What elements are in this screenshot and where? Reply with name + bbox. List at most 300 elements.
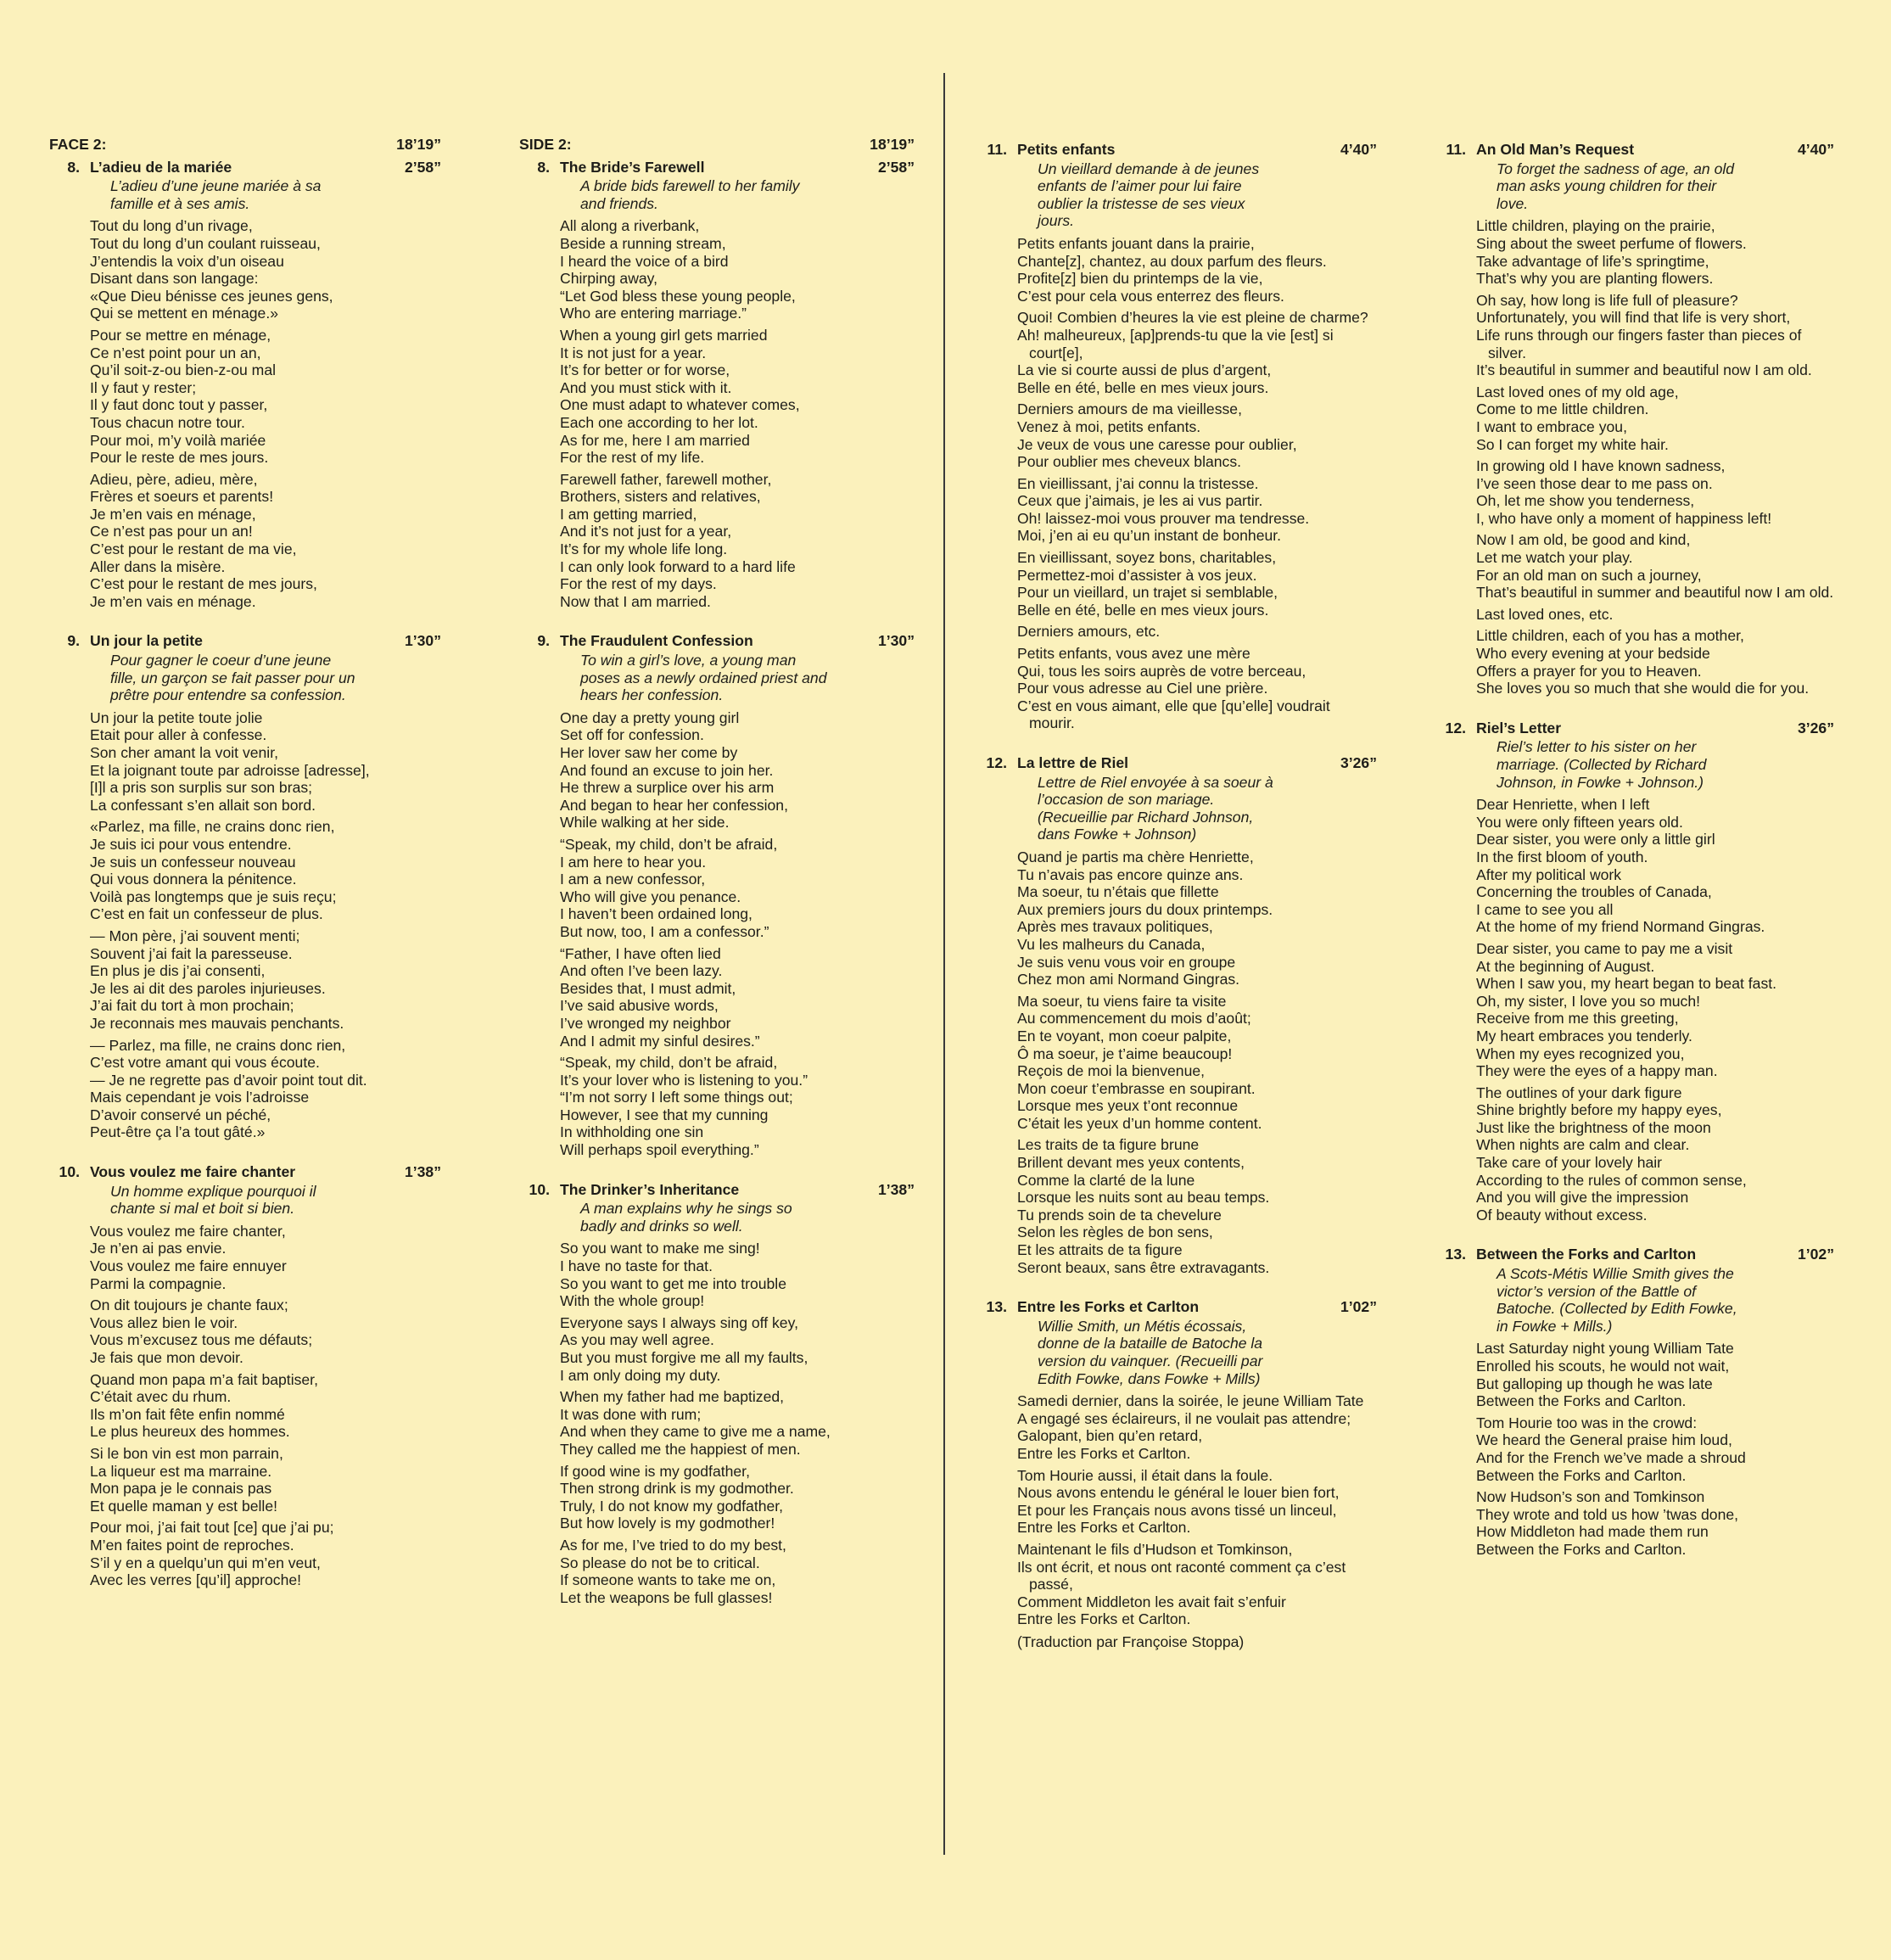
lyric-line: Farewell father, farewell mother, — [560, 470, 772, 488]
lyric-line: Frères et soeurs et parents! — [90, 488, 274, 506]
song-description — [1038, 1318, 1377, 1387]
lyric-line: I am getting married, — [560, 505, 697, 523]
song-description — [580, 652, 915, 704]
side-total-time: 18’19” — [396, 136, 441, 153]
description-line: and friends. — [580, 194, 658, 212]
description-line: Johnson, in Fowke + Johnson.) — [1497, 773, 1704, 791]
song-lyrics — [560, 1240, 915, 1606]
lyric-line: Entre les Forks et Carlton. — [1017, 1519, 1191, 1537]
lyric-line: Reçois de moi la bienvenue, — [1017, 1062, 1206, 1080]
lyric-line: “Father, I have often lied — [560, 944, 721, 962]
lyric-stanza — [560, 836, 915, 941]
lyric-stanza — [1017, 1541, 1377, 1628]
description-line: chante si mal et boit si bien. — [110, 1200, 295, 1218]
lyric-line: But now, too, I am a confessor.” — [560, 922, 769, 940]
description-line: love. — [1497, 194, 1529, 212]
track-number: 8. — [537, 158, 550, 176]
description-line: prêtre pour entendre sa confession. — [110, 686, 346, 704]
lyric-line: Between the Forks and Carlton. — [1476, 1392, 1687, 1410]
lyric-line: C’est en vous aimant, elle que [qu’elle] voudrait mourir. — [1017, 697, 1330, 732]
lyric-line: Lorsque mes yeux t’ont reconnue — [1017, 1097, 1239, 1115]
lyric-line: One must adapt to whatever comes, — [560, 396, 800, 414]
lyric-line: Now that I am married. — [560, 592, 711, 610]
song-lyrics — [1017, 235, 1377, 732]
lyric-stanza — [560, 1314, 915, 1384]
side-label: FACE 2: — [49, 136, 107, 153]
lyric-line: Dear sister, you came to pay me a visit — [1476, 939, 1733, 957]
lyric-line: And when they came to give me a name, — [560, 1423, 831, 1441]
lyric-stanza — [90, 1223, 441, 1292]
lyric-line: Of beauty without excess. — [1476, 1206, 1648, 1224]
song-entry — [49, 1163, 441, 1589]
lyric-line: Pour oublier mes cheveux blancs. — [1017, 453, 1242, 471]
lyric-line: Now Hudson’s son and Tomkinson — [1476, 1488, 1705, 1506]
lyric-line: Dear Henriette, when I left — [1476, 796, 1650, 814]
lyric-line: Just like the brightness of the moon — [1476, 1118, 1711, 1136]
lyric-line: Then strong drink is my godmother. — [560, 1480, 794, 1498]
lyric-line: Tous chacun notre tour. — [90, 413, 245, 431]
lyric-line: How Middleton had made them run — [1476, 1523, 1709, 1541]
lyric-line: I have no taste for that. — [560, 1257, 713, 1275]
lyric-line: Beside a running stream, — [560, 234, 726, 252]
lyric-line: And often I’ve been lazy. — [560, 962, 723, 980]
lyric-stanza — [1476, 531, 1834, 601]
track-number: 13. — [1445, 1246, 1466, 1263]
lyric-stanza — [560, 1537, 915, 1606]
lyric-line: C’était avec du rhum. — [90, 1388, 232, 1406]
track-number: 9. — [67, 632, 80, 650]
lyric-stanza — [560, 327, 915, 467]
lyric-line: Avec les verres [qu’il] approche! — [90, 1571, 302, 1589]
lyric-line: Let the weapons be full glasses! — [560, 1588, 773, 1606]
lyric-line: Je reconnais mes mauvais penchants. — [90, 1014, 344, 1032]
lyric-line: Parmi la compagnie. — [90, 1274, 227, 1292]
lyric-line: Il y faut y rester; — [90, 378, 197, 396]
track-number: 9. — [537, 632, 550, 650]
song-duration: 1’02” — [1797, 1246, 1834, 1263]
lyric-line: En vieillissant, soyez bons, charitables, — [1017, 549, 1277, 567]
song-heading — [49, 632, 441, 650]
lyric-line: As for me, I’ve tried to do my best, — [560, 1536, 786, 1554]
lyric-line: Je les ai dit des paroles injurieuses. — [90, 979, 326, 997]
lyric-line: Ils m’on fait fête enfin nommé — [90, 1405, 285, 1423]
song-entry — [519, 1181, 915, 1607]
lyric-line: Shine brightly before my happy eyes, — [1476, 1101, 1722, 1119]
lyric-line: Now I am old, be good and kind, — [1476, 531, 1691, 549]
lyric-line: Après mes travaux politiques, — [1017, 918, 1213, 936]
lyric-line: Qui, tous les soirs auprès de votre berceau, — [1017, 662, 1306, 680]
lyric-line: Her lover saw her come by — [560, 744, 738, 761]
song-duration: 1’30” — [404, 632, 441, 650]
description-line: jours. — [1038, 212, 1075, 230]
description-line: enfants de l’aimer pour lui faire — [1038, 177, 1242, 195]
lyric-line: We heard the General praise him loud, — [1476, 1431, 1732, 1449]
description-line: Riel’s letter to his sister on her — [1497, 738, 1697, 756]
song-heading — [519, 159, 915, 176]
song-title: L’adieu de la mariée — [90, 158, 232, 176]
lyric-line: The outlines of your dark figure — [1476, 1084, 1682, 1101]
lyric-line: Mon papa je le connais pas — [90, 1480, 272, 1498]
lyric-stanza — [560, 1054, 915, 1159]
lyric-line: She loves you so much that she would die for you. — [1476, 680, 1810, 697]
lyric-line: Nous avons entendu le général le louer bien fort, — [1017, 1484, 1340, 1502]
lyric-line: Entre les Forks et Carlton. — [1017, 1444, 1191, 1462]
lyric-stanza — [1017, 848, 1377, 988]
description-line: L’adieu d’une jeune mariée à sa — [110, 177, 322, 195]
lyric-line: And began to hear her confession, — [560, 796, 788, 814]
lyric-line: Pour moi, m’y voilà mariée — [90, 431, 266, 449]
lyric-line: La vie si courte aussi de plus d’argent, — [1017, 361, 1272, 379]
track-number: 10. — [59, 1163, 80, 1181]
description-line: man asks young children for their — [1497, 177, 1717, 195]
lyric-stanza — [90, 1445, 441, 1515]
lyric-stanza — [1476, 1414, 1834, 1484]
lyric-stanza — [560, 1388, 915, 1458]
lyric-line: Le plus heureux des hommes. — [90, 1423, 290, 1441]
lyric-line: Come to me little children. — [1476, 400, 1649, 418]
lyric-line: However, I see that my cunning — [560, 1106, 769, 1123]
lyric-line: Les traits de ta figure brune — [1017, 1136, 1200, 1154]
song-lyrics — [1017, 848, 1377, 1276]
lyric-line: Oh! laissez-moi vous prouver ma tendresse. — [1017, 509, 1310, 527]
lyric-stanza — [1476, 292, 1834, 379]
description-line: Edith Fowke, dans Fowke + Mills) — [1038, 1369, 1261, 1387]
song-duration: 3’26” — [1340, 754, 1377, 771]
song-description — [1038, 774, 1377, 843]
lyric-line: Last loved ones, etc. — [1476, 605, 1614, 623]
lyric-stanza — [1476, 940, 1834, 1080]
lyric-line: One day a pretty young girl — [560, 708, 740, 726]
lyric-line: Tout du long d’un rivage, — [90, 217, 253, 235]
lyric-line: “Speak, my child, don’t be afraid, — [560, 835, 778, 853]
description-line: A man explains why he sings so — [580, 1200, 792, 1218]
song-heading — [519, 632, 915, 650]
lyric-line: But you must forgive me all my faults, — [560, 1349, 808, 1366]
lyric-line: Je m’en vais en ménage. — [90, 592, 256, 610]
song-duration: 1’02” — [1340, 1298, 1377, 1316]
lyric-line: S’il y en a quelqu’un qui m’en veut, — [90, 1554, 321, 1571]
song-lyrics — [1476, 217, 1834, 697]
lyric-line: Who are entering marriage.” — [560, 305, 747, 322]
lyric-line: La confessant s’en allait son bord. — [90, 796, 316, 814]
lyric-line: Receive from me this greeting, — [1476, 1010, 1679, 1028]
lyric-line: Chante[z], chantez, au doux parfum des fleurs. — [1017, 252, 1327, 270]
lyric-line: Little children, each of you has a mother, — [1476, 627, 1744, 645]
lyric-stanza — [90, 818, 441, 923]
lyric-line: I’ve said abusive words, — [560, 997, 719, 1015]
lyric-line: Ce n’est point pour un an, — [90, 344, 261, 361]
lyric-line: D’avoir conservé un péché, — [90, 1106, 271, 1123]
song-heading — [976, 1298, 1377, 1316]
lyric-line: Chirping away, — [560, 270, 658, 288]
column-english-side2 — [519, 136, 915, 1610]
lyric-line: Pour se mettre en ménage, — [90, 326, 271, 344]
lyric-stanza — [1017, 623, 1377, 641]
track-number: 12. — [1445, 719, 1466, 736]
lyric-line: Ceux que j’aimais, je les ai vus partir. — [1017, 492, 1263, 510]
lyric-line: «Que Dieu bénisse ces jeunes gens, — [90, 287, 333, 305]
lyric-stanza — [560, 217, 915, 322]
lyric-line: It’s for better or for worse, — [560, 361, 730, 379]
song-lyrics — [1017, 1392, 1377, 1628]
lyric-line: C’est pour cela vous enterrez des fleurs. — [1017, 287, 1284, 305]
lyric-line: Peut-être ça l’a tout gâté.» — [90, 1123, 266, 1141]
song-entry — [49, 632, 441, 1141]
lyric-line: Je m’en vais en ménage, — [90, 505, 256, 523]
lyric-line: “Speak, my child, don’t be afraid, — [560, 1054, 778, 1072]
lyric-line: En te voyant, mon coeur palpite, — [1017, 1027, 1232, 1044]
lyric-stanza — [1017, 235, 1377, 305]
lyric-stanza — [90, 709, 441, 815]
lyric-line: Si le bon vin est mon parrain, — [90, 1444, 283, 1462]
lyric-line: And you will give the impression — [1476, 1189, 1689, 1207]
lyric-line: Je suis un confesseur nouveau — [90, 853, 296, 871]
description-line: dans Fowke + Johnson) — [1038, 826, 1197, 843]
lyric-line: I am here to hear you. — [560, 853, 707, 871]
lyric-line: Quand je partis ma chère Henriette, — [1017, 848, 1254, 865]
song-entry — [1435, 720, 1834, 1224]
lyric-line: Et la joignant toute par adroisse [adresse], — [90, 761, 370, 779]
song-lyrics — [90, 709, 441, 1141]
track-number: 11. — [987, 141, 1007, 158]
description-line: hears her confession. — [580, 686, 724, 704]
lyric-line: Lorsque les nuits sont au beau temps. — [1017, 1189, 1270, 1207]
lyric-line: Disant dans son langage: — [90, 270, 259, 288]
lyric-stanza — [1017, 549, 1377, 619]
side-header — [49, 136, 441, 154]
lyric-line: But how lovely is my godmother! — [560, 1515, 775, 1532]
lyric-line: In growing old I have known sadness, — [1476, 457, 1726, 475]
lyric-stanza — [90, 1037, 441, 1142]
description-line: in Fowke + Mills.) — [1497, 1317, 1613, 1335]
song-description — [1038, 160, 1377, 230]
lyric-line: I’ve wronged my neighbor — [560, 1014, 731, 1032]
description-line: donne de la bataille de Batoche la — [1038, 1335, 1263, 1352]
song-entry — [1435, 141, 1834, 697]
side-header — [519, 136, 915, 154]
song-duration: 2’58” — [404, 158, 441, 176]
lyric-line: If good wine is my godfather, — [560, 1462, 750, 1480]
lyric-line: So you want to make me sing! — [560, 1240, 760, 1257]
lyric-line: Samedi dernier, dans la soirée, le jeune William Tate — [1017, 1392, 1364, 1410]
lyric-line: C’est en fait un confesseur de plus. — [90, 905, 323, 923]
song-duration: 1’30” — [877, 632, 915, 650]
lyric-line: Tu prends soin de ta chevelure — [1017, 1206, 1222, 1224]
song-heading — [49, 159, 441, 176]
lyric-line: I haven’t been ordained long, — [560, 905, 752, 923]
description-line: famille et à ses amis. — [110, 194, 250, 212]
lyric-line: When I saw you, my heart began to beat fast. — [1476, 975, 1777, 993]
lyric-line: — Mon père, j’ai souvent menti; — [90, 927, 300, 944]
lyric-line: En vieillissant, j’ai connu la tristesse. — [1017, 474, 1259, 492]
lyric-stanza — [560, 945, 915, 1050]
lyric-line: In the first bloom of youth. — [1476, 848, 1648, 865]
lyric-line: That’s beautiful in summer and beautiful now I am old. — [1476, 584, 1834, 602]
lyric-line: Each one according to her lot. — [560, 413, 758, 431]
description-line: poses as a newly ordained priest and — [580, 669, 827, 686]
lyric-line: Adieu, père, adieu, mère, — [90, 470, 258, 488]
lyric-line: After my political work — [1476, 865, 1622, 883]
lyric-stanza — [1476, 384, 1834, 453]
lyric-line: J’ai fait du tort à mon prochain; — [90, 997, 294, 1015]
lyric-line: Tom Hourie too was in the crowd: — [1476, 1414, 1698, 1431]
lyric-line: When my father had me baptized, — [560, 1388, 785, 1406]
song-lyrics — [90, 217, 441, 610]
column-french-continued — [976, 136, 1377, 1651]
song-description — [580, 177, 915, 212]
lyric-line: Seront beaux, sans être extravagants. — [1017, 1258, 1270, 1276]
lyric-line: It’s your lover who is listening to you.” — [560, 1071, 808, 1089]
song-heading — [976, 754, 1377, 772]
lyric-line: La liqueur est ma marraine. — [90, 1462, 272, 1480]
song-duration: 4’40” — [1797, 141, 1834, 158]
song-title: Riel’s Letter — [1476, 719, 1562, 736]
song-duration: 1’38” — [877, 1180, 915, 1198]
lyric-line: They wrote and told us how ’twas done, — [1476, 1505, 1739, 1523]
lyric-line: Ô ma soeur, je t’aime beaucoup! — [1017, 1044, 1233, 1062]
song-title: La lettre de Riel — [1017, 754, 1129, 771]
lyric-line: «Parlez, ma fille, ne crains donc rien, — [90, 818, 335, 836]
lyric-line: It’s for my whole life long. — [560, 540, 728, 558]
lyric-line: They were the eyes of a happy man. — [1476, 1062, 1718, 1080]
lyric-stanza — [1476, 217, 1834, 287]
lyric-line: Petits enfants, vous avez une mère — [1017, 645, 1250, 663]
lyric-line: I heard the voice of a bird — [560, 252, 729, 270]
song-entry — [976, 1298, 1377, 1628]
lyric-line: With the whole group! — [560, 1292, 705, 1310]
lyric-line: “I’m not sorry I left some things out; — [560, 1089, 793, 1106]
lyric-line: Voilà pas longtemps que je suis reçu; — [90, 888, 337, 905]
lyric-stanza — [560, 1240, 915, 1309]
song-title: The Drinker’s Inheritance — [560, 1180, 740, 1198]
song-duration: 4’40” — [1340, 141, 1377, 158]
lyric-line: Au commencement du mois d’août; — [1017, 1010, 1251, 1028]
song-duration: 1’38” — [404, 1163, 441, 1181]
song-lyrics — [1476, 1340, 1834, 1558]
lyric-line: Concerning the troubles of Canada, — [1476, 883, 1712, 901]
lyric-stanza — [1017, 1136, 1377, 1276]
lyric-line: Unfortunately, you will find that life is very short, — [1476, 309, 1791, 327]
lyric-line: Oh say, how long is life full of pleasure? — [1476, 291, 1738, 309]
center-divider-line — [943, 73, 945, 1855]
lyric-line: At the beginning of August. — [1476, 957, 1655, 975]
lyric-line: Comment Middleton les avait fait s’enfuir — [1017, 1593, 1286, 1610]
description-line: To forget the sadness of age, an old — [1497, 160, 1735, 177]
lyric-line: Ah! malheureux, [ap]prends-tu que la vie [est] si court[e], — [1017, 326, 1334, 361]
lyric-line: Venez à moi, petits enfants. — [1017, 417, 1201, 435]
lyric-line: Derniers amours de ma vieillesse, — [1017, 400, 1242, 418]
lyric-stanza — [1476, 1488, 1834, 1558]
description-line: To win a girl’s love, a young man — [580, 652, 797, 669]
lyric-line: Profite[z] bien du printemps de la vie, — [1017, 270, 1263, 288]
column-english-continued — [1435, 136, 1834, 1563]
description-line: Batoche. (Collected by Edith Fowke, — [1497, 1300, 1737, 1318]
column-french-side2 — [49, 136, 441, 1593]
lyric-line: Pour le reste de mes jours. — [90, 449, 269, 467]
lyric-line: Aux premiers jours du doux printemps. — [1017, 900, 1273, 918]
lyric-stanza — [90, 327, 441, 467]
lyric-line: Everyone says I always sing off key, — [560, 1313, 798, 1331]
lyric-line: For an old man on such a journey, — [1476, 566, 1702, 584]
lyric-stanza — [1476, 606, 1834, 624]
lyric-line: So please do not be to critical. — [560, 1554, 760, 1571]
song-entry — [519, 632, 915, 1158]
lyric-line: But galloping up though he was late — [1476, 1375, 1713, 1392]
lyric-line: Ils ont écrit, et nous ont raconté comment ça c’est passé, — [1017, 1558, 1346, 1593]
lyric-stanza — [1017, 475, 1377, 545]
lyric-line: Tu n’avais pas encore quinze ans. — [1017, 865, 1244, 883]
lyric-stanza — [90, 1371, 441, 1441]
lyric-line: Qu’il soit-z-ou bien-z-ou mal — [90, 361, 277, 379]
song-description — [110, 652, 441, 704]
song-heading — [519, 1181, 915, 1199]
lyric-line: Ce n’est pas pour un an! — [90, 523, 253, 540]
lyric-line: Aller dans la misère. — [90, 557, 226, 575]
lyric-stanza — [90, 471, 441, 611]
lyric-line: Mon coeur t’embrasse en soupirant. — [1017, 1079, 1256, 1097]
lyric-line: I can only look forward to a hard life — [560, 557, 796, 575]
lyric-line: Moi, j’en ai eu qu’un instant de bonheur. — [1017, 527, 1282, 545]
lyric-stanza — [1017, 400, 1377, 470]
song-lyrics — [90, 1223, 441, 1589]
song-heading — [49, 1163, 441, 1181]
lyric-line: Besides that, I must admit, — [560, 979, 736, 997]
side-total-time: 18’19” — [870, 136, 915, 153]
song-entry — [976, 141, 1377, 732]
song-entry — [519, 159, 915, 611]
description-line: (Recueillie par Richard Johnson, — [1038, 808, 1254, 826]
song-lyrics — [560, 709, 915, 1159]
lyric-line: Who will give you penance. — [560, 888, 741, 905]
lyric-line: Belle en été, belle en mes vieux jours. — [1017, 601, 1269, 619]
lyric-stanza — [560, 1463, 915, 1532]
song-heading — [1435, 141, 1834, 159]
lyric-line: Quand mon papa m’a fait baptiser, — [90, 1370, 318, 1388]
lyric-line: Truly, I do not know my godfather, — [560, 1497, 784, 1515]
lyric-line: They called me the happiest of men. — [560, 1440, 801, 1458]
song-description — [110, 177, 441, 212]
lyric-line: So I can forget my white hair. — [1476, 435, 1669, 453]
song-title: An Old Man’s Request — [1476, 141, 1635, 158]
description-line: version du vainquer. (Recueilli par — [1038, 1352, 1263, 1369]
lyric-line: Oh, let me show you tenderness, — [1476, 492, 1695, 510]
lyric-line: If someone wants to take me on, — [560, 1571, 776, 1589]
lyric-line: Et pour les Français nous avons tissé un linceul, — [1017, 1501, 1337, 1519]
lyric-line: Qui se mettent en ménage.» — [90, 305, 279, 322]
lyric-stanza — [1017, 1467, 1377, 1537]
description-line: fille, un garçon se fait passer pour un — [110, 669, 355, 686]
lyric-line: Chez mon ami Normand Gingras. — [1017, 971, 1240, 988]
lyric-line: Il y faut donc tout y passer, — [90, 396, 268, 414]
lyric-line: Pour un vieillard, un trajet si semblable, — [1017, 584, 1278, 602]
lyric-line: En plus je dis j’ai consenti, — [90, 962, 266, 980]
lyric-line: Between the Forks and Carlton. — [1476, 1540, 1687, 1558]
lyric-stanza — [1476, 796, 1834, 936]
lyric-line: I want to embrace you, — [1476, 417, 1627, 435]
track-number: 12. — [986, 754, 1007, 771]
lyric-line: [I]l a pris son surplis sur son bras; — [90, 779, 313, 797]
lyric-line: C’était les yeux d’un homme content. — [1017, 1114, 1262, 1132]
lyric-line: Offers a prayer for you to Heaven. — [1476, 662, 1702, 680]
song-heading — [976, 141, 1377, 159]
lyric-line: Je n’en ai pas envie. — [90, 1240, 227, 1257]
song-entry — [976, 754, 1377, 1276]
lyric-stanza — [1017, 1392, 1377, 1462]
lyric-line: Entre les Forks et Carlton. — [1017, 1610, 1191, 1628]
lyric-line: Last loved ones of my old age, — [1476, 383, 1679, 400]
song-description — [1497, 738, 1834, 791]
lyric-line: Brillent devant mes yeux contents, — [1017, 1154, 1245, 1172]
